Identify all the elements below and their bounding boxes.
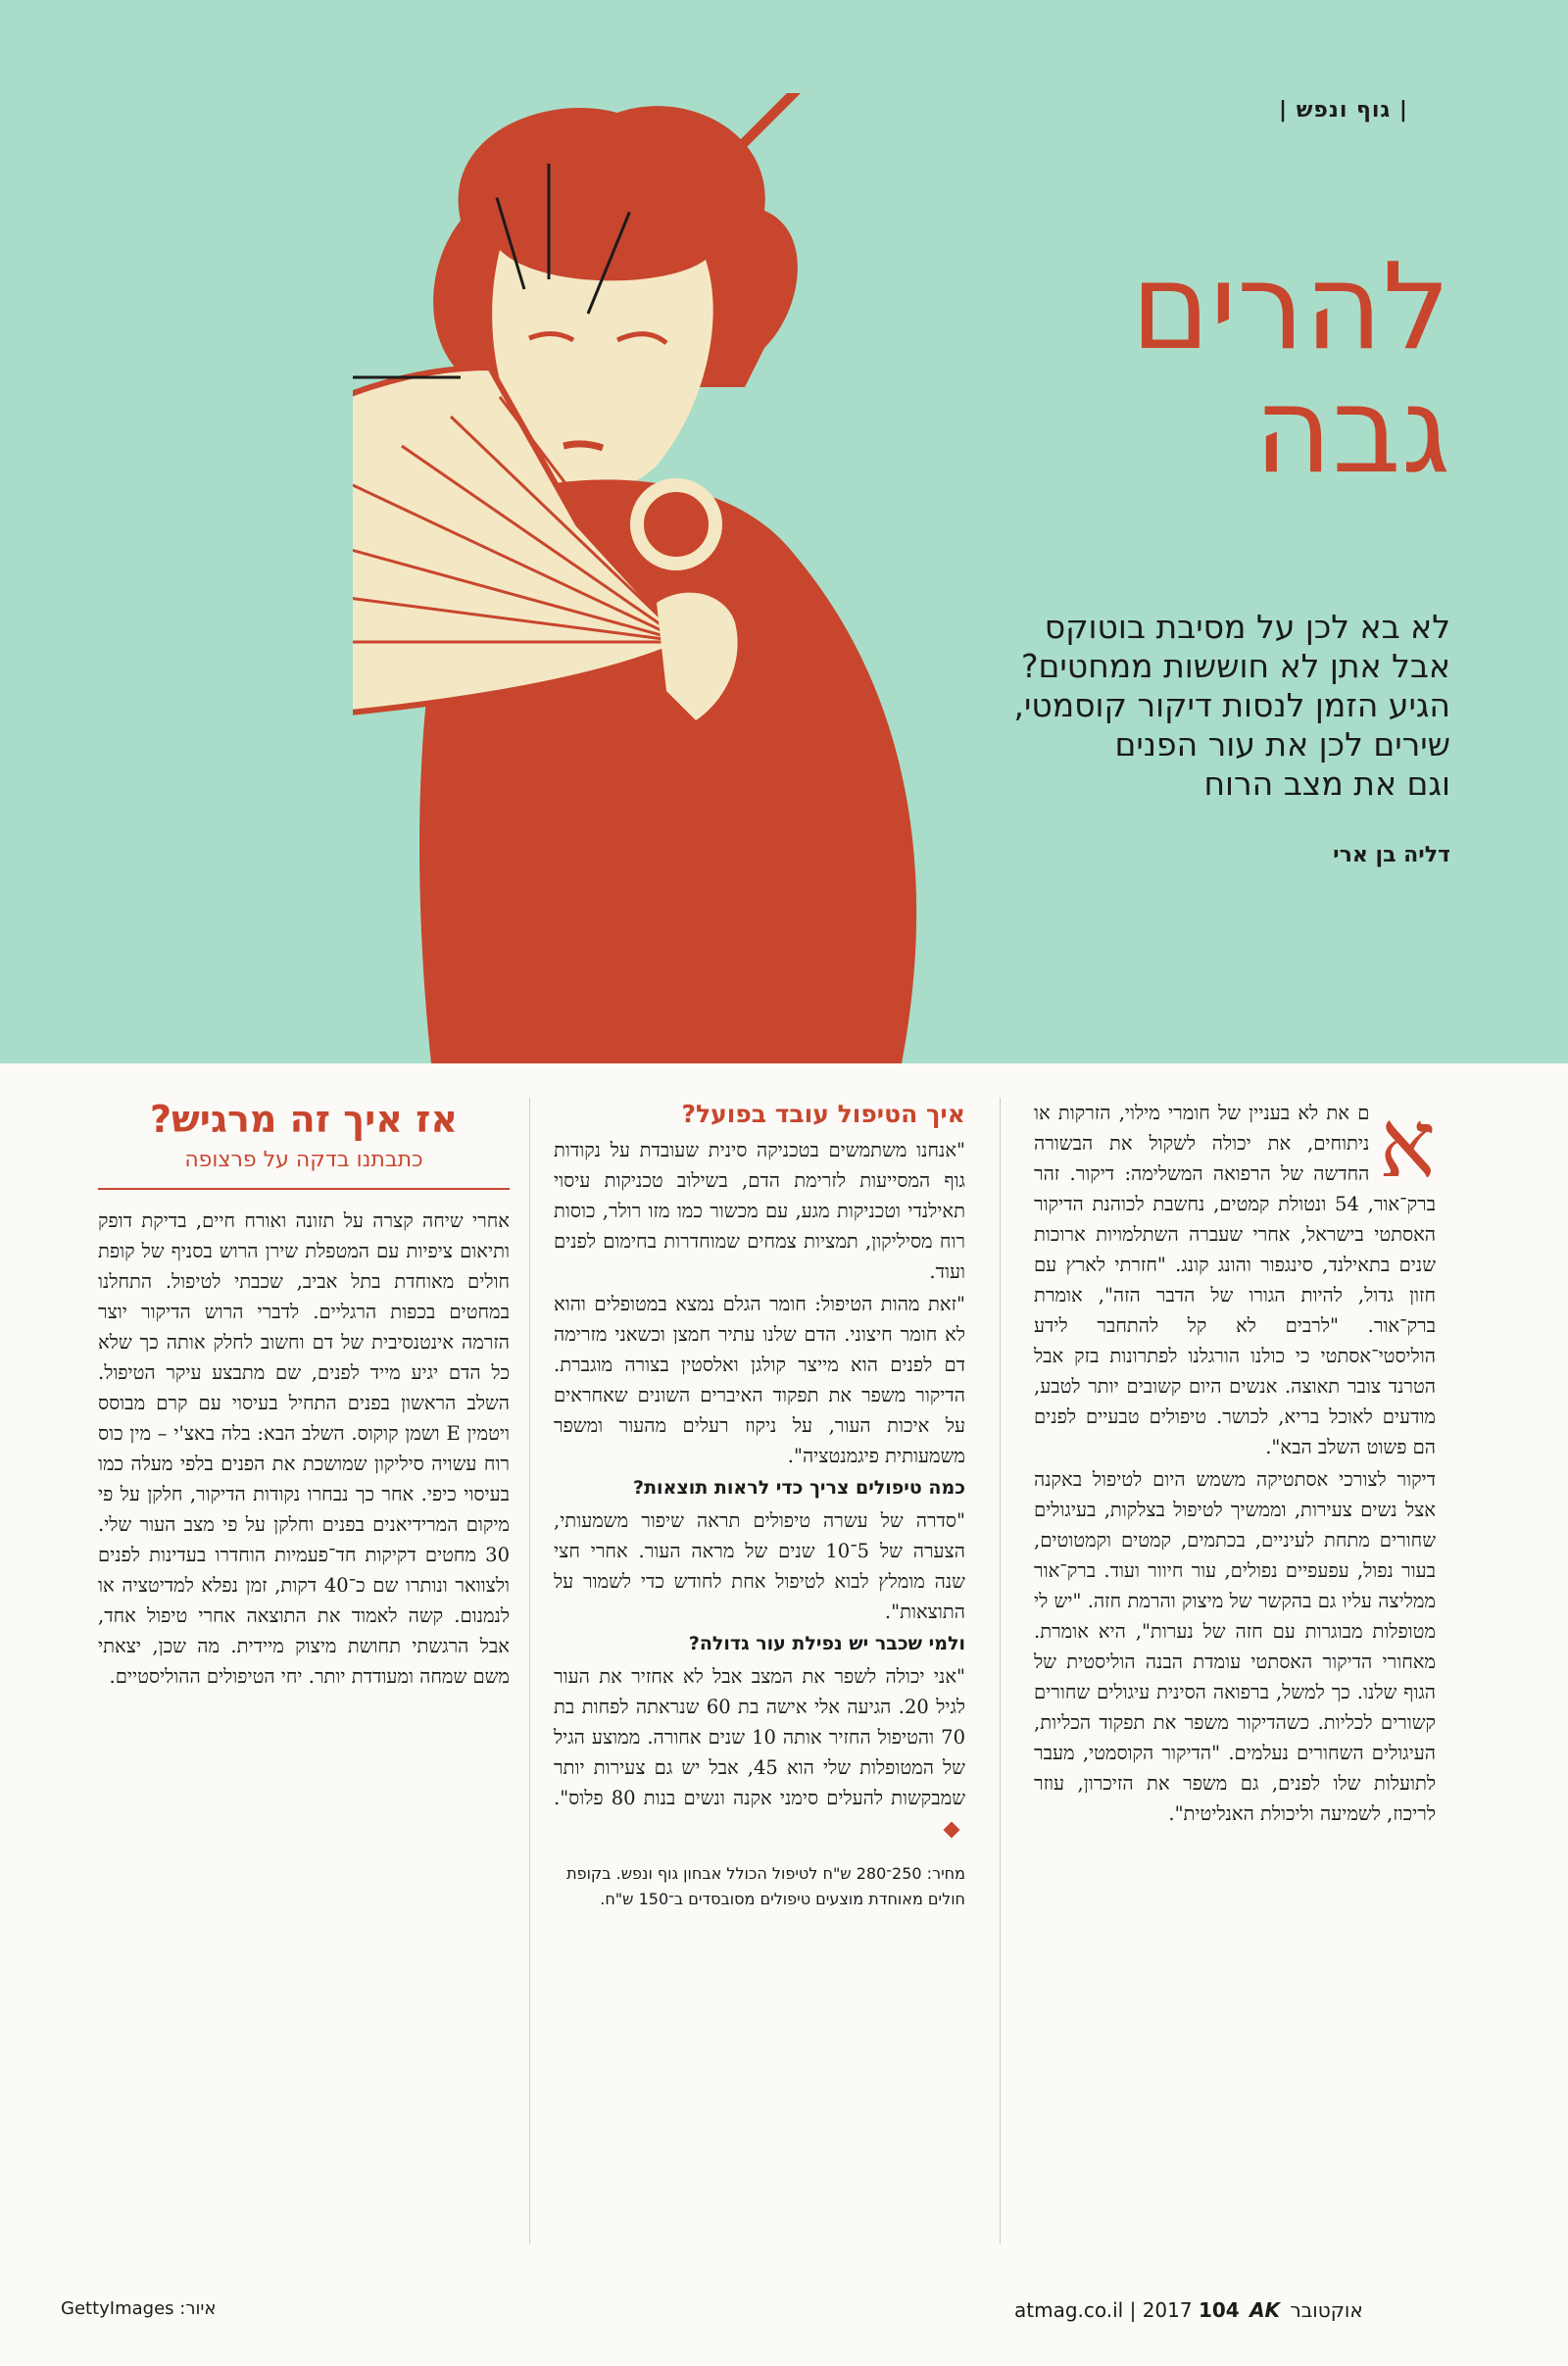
paragraph — [554, 1661, 965, 1844]
paragraph: "זאת מהות הטיפול: חומר הגלם נמצא במטופלים והוא לא חומר חיצוני. הדם שלנו עתיר חמצן וכשאני מזרימה דם לפנים הוא מייצר קולגן ואלסטין בצורה מוגברת. הדיקור משפר את תפקוד האיברים השונים שאחראים על איכות העור, על ניקוז רעלים מהעור ומשפר משמעותית פיגמנטציה". — [554, 1293, 965, 1467]
article-column-2 — [554, 1098, 965, 1912]
divider — [98, 1188, 510, 1190]
dropcap: א — [1379, 1089, 1436, 1199]
illustration-credit: איור: GettyImages — [61, 2298, 217, 2319]
subtitle-line: הגיע הזמן לנסות דיקור קוסמטי, — [1013, 686, 1450, 724]
subtitle-line: לא בא לכן על מסיבת בוטוקס — [1044, 608, 1450, 646]
paragraph: ם את לא בעניין של חומרי מילוי, הזרקות או ניתוחים, את יכולה לשקול את הבשורה החדשה של הרפואה המשלימה: דיקור. זהר ברק־אור, 54 ונטולת קמטים, נחשבת לכוהנת הדיקור האסתטי בישראל, אחרי שעברה השתלמויות ארוכות שנים בתאילנד, סינגפור והונג קונג. "חזרתי לארץ עם חזון גדול, להיות הגורו של הדבר הזה", אומרת ברק־אור. "לרבים לא קל להתחבר לידע הוליסטי־אסתטי כי כולנו הורגלנו לפתרונות בזק אבל הטרנד צובר תאוצה. אנשים היום קשובים יותר לטבע, מודעים לאוכל בריא, לכושר. טיפולים טבעיים לפנים הם פשוט השלב הבא". — [1034, 1102, 1436, 1458]
price-note: מחיר: 250־280 ש"ח לטיפול הכולל אבחון גוף ונפש. בקופת חולים מאוחדת מוצעים טיפולים מסובסדים ב־150 ש"ח. — [566, 1864, 965, 1908]
sidebar-subtitle: כתבתנו בדקה על פרצופה — [184, 1148, 423, 1172]
footer-year: 2017 — [1142, 2298, 1193, 2322]
question-heading: כמה טיפולים צריך כדי לראות תוצאות? — [633, 1477, 965, 1499]
paragraph-text: "אני יכולה לשפר את המצב אבל לא אחזיר את העור לגיל 20. הגיעה אלי אישה בת 60 שנראתה לפחות בת 70 והטיפול החזיר אותה 10 שנים אחורה. ממוצע הגיל של המטופלות שלי הוא 45, אבל יש גם צעירות יותר שמבקשות להעלים סימני אקנה ונשים בנות 80 פלוס". — [554, 1665, 965, 1809]
geisha-illustration — [353, 93, 931, 1063]
site-url: atmag.co.il — [1014, 2298, 1124, 2322]
title-line-1: להרים — [1130, 237, 1450, 376]
subtitle-line: אבל אתן לא חוששות ממחטים? — [1021, 647, 1450, 685]
subtitle — [862, 608, 1450, 804]
author-byline: דליה בן ארי — [1333, 843, 1450, 867]
page-title — [1098, 237, 1450, 500]
page-footer: atmag.co.il | 2017 אוקטובר AK 104 — [1014, 2298, 1363, 2322]
column-divider — [529, 1098, 530, 2244]
sidebar-body: אחרי שיחה קצרה על תזונה ואורח חיים, בדיקת דופק ותיאום ציפיות עם המטפלת שירן הרוש בסניף של קופת חולים מאוחדת בתל אביב, שכבתי לטיפול. התחלנו במחטים בכפות הרגליים. לדברי הרוש הדיקור יוצר הזרמה אינטנסיבית של דם וחשוב לחלק אותה כך שלא כל הדם יגיע מייד לפנים, שם מתבצע עיקר הטיפול. השלב הראשון בפנים התחיל בעיסוי עם קרם מבוסס ויטמין E ושמן קוקוס. השלב הבא: בלה באצ'י – מין כוס רוח עשויה סיליקון שמושכת את הפנים בלפי מעלה כמו בעיסוי כיפי. אחר כך נבחרו נקודות הדיקור, חלקן על פי מיקום המרידיאנים בפנים וחלקן על פי מצב העור שלי. 30 מחטים דקיקות חד־פעמיות הוחדרו בעדינות לפנים ולצוואר ונותרו שם כ־40 דקות, זמן נפלא למדיטציה או לנמנום. קשה לאמוד את התוצאה אחרי טיפול אחד, אבל הרגשתי תחושת מיצוק מיידית. מה שכן, יצאתי משם שמחה ומעודדת יותר. יחי הטיפולים ההוליסטיים. — [98, 1209, 511, 1688]
page-number: 104 — [1198, 2298, 1240, 2322]
sidebar-box — [98, 1098, 510, 1694]
hero-section — [0, 0, 1568, 1063]
subtitle-line: שירים לכן את עור הפנים — [1114, 725, 1450, 764]
subtitle-line: וגם את מצב הרוח — [1203, 764, 1450, 803]
question-heading: ולמי שכבר יש נפילת עור גדולה? — [688, 1633, 965, 1654]
magazine-logo: AK — [1250, 2298, 1281, 2322]
sidebar-title: אז איך זה מרגיש? — [149, 1098, 459, 1141]
end-mark-icon — [944, 1821, 960, 1838]
column-divider — [1000, 1098, 1001, 2244]
section-heading: איך הטיפול עובד בפועל? — [681, 1100, 965, 1128]
section-label: | גוף ונפש | — [1279, 98, 1408, 123]
footer-month: אוקטובר — [1290, 2298, 1363, 2322]
article-column-1 — [1034, 1089, 1436, 1831]
title-line-2: גבה — [1253, 361, 1450, 500]
paragraph: דיקור לצורכי אסתטיקה משמש היום לטיפול באקנה אצל נשים צעירות, וממשיך לטיפול בצלקות, בעיגולים שחורים מתחת לעיניים, בכתמים, קמטים וקמטוטים, בעור נפול, עפעפיים נפולים, עור חיוור ועוד. ברק־אור ממליצה עליו גם בהקשר של מיצוק והרמת חזה. "יש לי מטופלות מבוגרות עם חזה של נערות", היא אומרת. מאחורי הדיקור האסתטי עומדת הבנה הוליסטית של הגוף שלנו. כך למשל, ברפואה הסינית עיגולים שחורים קשורים לכליות. כשהדיקור משפר את תפקוד הכליות, העיגולים השחורים נעלמים. "הדיקור הקוסמטי, מעבר לתועלות שלו לפנים, גם משפר את הזיכרון, עוזר לריכוז, לשמיעה וליכולת האנליטית". — [1034, 1468, 1436, 1825]
paragraph: "אנחנו משתמשים בטכניקה סינית שעובדת על נקודות גוף המסייעות לזרימת הדם, בשילוב טכניקות עיסוי תאילנדי וטכניקות מגע, עם מכשור כמו מזו רולר, כוסות רוח מסיליקון, תמציות צמחים שמוחדרות בחימום לפנים ועוד. — [554, 1139, 965, 1283]
paragraph: "סדרה של עשרה טיפולים תראה שיפור משמעותי, הצערה של 5־10 שנים של מראה העור. אחרי חצי שנה מומלץ לבוא לטיפול אחת לחודש כדי לשמור על התוצאות". — [554, 1509, 965, 1623]
